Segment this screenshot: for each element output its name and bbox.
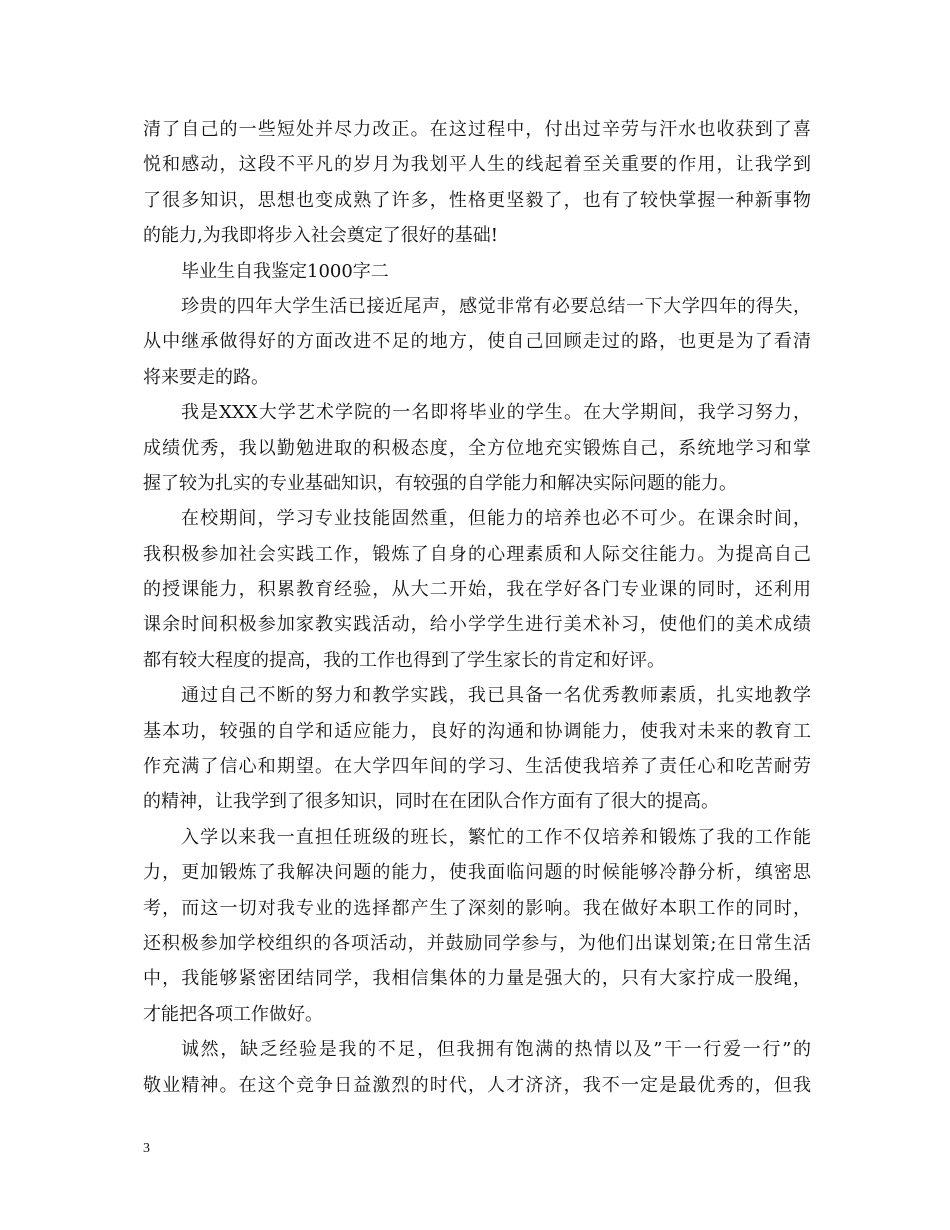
paragraph-line: 都有较大程度的提高，我的工作也得到了学生家长的肯定和好评。 [143, 649, 665, 671]
paragraph-line: 我积极参加社会实践工作，锻炼了自身的心理素质和人际交往能力。为提高自己 [143, 543, 811, 565]
paragraph-line: 成绩优秀，我以勤勉进取的积极态度，全方位地充实锻炼自己，系统地学习和掌 [143, 437, 811, 459]
paragraph-line: 才能把各项工作做好。 [143, 1003, 323, 1025]
paragraph-line: 课余时间积极参加家教实践活动，给小学学生进行美术补习，使他们的美术成绩 [143, 614, 811, 636]
paragraph-first-line: 诚然，缺乏经验是我的不足，但我拥有饱满的热情以及”干一行爱一行”的 [181, 1039, 811, 1061]
paragraph-line: 还积极参加学校组织的各项活动，并鼓励同学参与，为他们出谋划策;在日常生活 [143, 932, 811, 954]
paragraph-first-line: 珍贵的四年大学生活已接近尾声，感觉非常有必要总结一下大学四年的得失， [181, 295, 811, 317]
paragraph-first-line: 毕业生自我鉴定1000字二 [181, 260, 389, 282]
document-body [143, 112, 811, 1103]
paragraph-line: 作充满了信心和期望。在大学四年间的学习、生活使我培养了责任心和吃苦耐劳 [143, 756, 811, 778]
paragraph-first-line: 入学以来我一直担任班级的班长，繁忙的工作不仅培养和锻炼了我的工作能 [181, 826, 811, 848]
paragraph-first-line: 我是XXX大学艺术学院的一名即将毕业的学生。在大学期间，我学习努力， [181, 402, 811, 424]
paragraph-first-line: 在校期间，学习专业技能固然重，但能力的培养也必不可少。在课余时间， [181, 508, 811, 530]
paragraph-line: 考，而这一切对我专业的选择都产生了深刻的影响。我在做好本职工作的同时， [143, 897, 811, 919]
paragraph-line: 的能力,为我即将步入社会奠定了很好的基础! [143, 225, 498, 247]
paragraph-line: 力，更加锻炼了我解决问题的能力，使我面临问题的时候能够冷静分析，缜密思 [143, 862, 811, 884]
paragraph-first-line: 通过自己不断的努力和教学实践，我已具备一名优秀教师素质，扎实地教学 [181, 685, 811, 707]
paragraph-line: 了很多知识，思想也变成熟了许多，性格更坚毅了，也有了较快掌握一种新事物 [143, 189, 811, 211]
page-number: 3 [143, 1141, 150, 1156]
paragraph-line: 清了自己的一些短处并尽力改正。在这过程中，付出过辛劳与汗水也收获到了喜 [143, 119, 811, 140]
paragraph-line: 悦和感动，这段不平凡的岁月为我划平人生的线起着至关重要的作用，让我学到 [143, 154, 811, 176]
paragraph-line: 基本功，较强的自学和适应能力，良好的沟通和协调能力，使我对未来的教育工 [143, 720, 811, 742]
paragraph-line: 中，我能够紧密团结同学，我相信集体的力量是强大的，只有大家拧成一股绳， [143, 968, 811, 990]
paragraph-line: 的精神，让我学到了很多知识，同时在在团队合作方面有了很大的提高。 [143, 791, 719, 813]
paragraph-line: 将来要走的路。 [143, 366, 269, 388]
paragraph-line: 敬业精神。在这个竞争日益激烈的时代，人才济济，我不一定是最优秀的，但我 [143, 1074, 811, 1096]
paragraph-line: 从中继承做得好的方面改进不足的地方，使自己回顾走过的路，也更是为了看清 [143, 331, 811, 353]
paragraph-line: 的授课能力，积累教育经验，从大二开始，我在学好各门专业课的同时，还利用 [143, 579, 811, 601]
paragraph-line: 握了较为扎实的专业基础知识，有较强的自学能力和解决实际问题的能力。 [143, 472, 737, 494]
